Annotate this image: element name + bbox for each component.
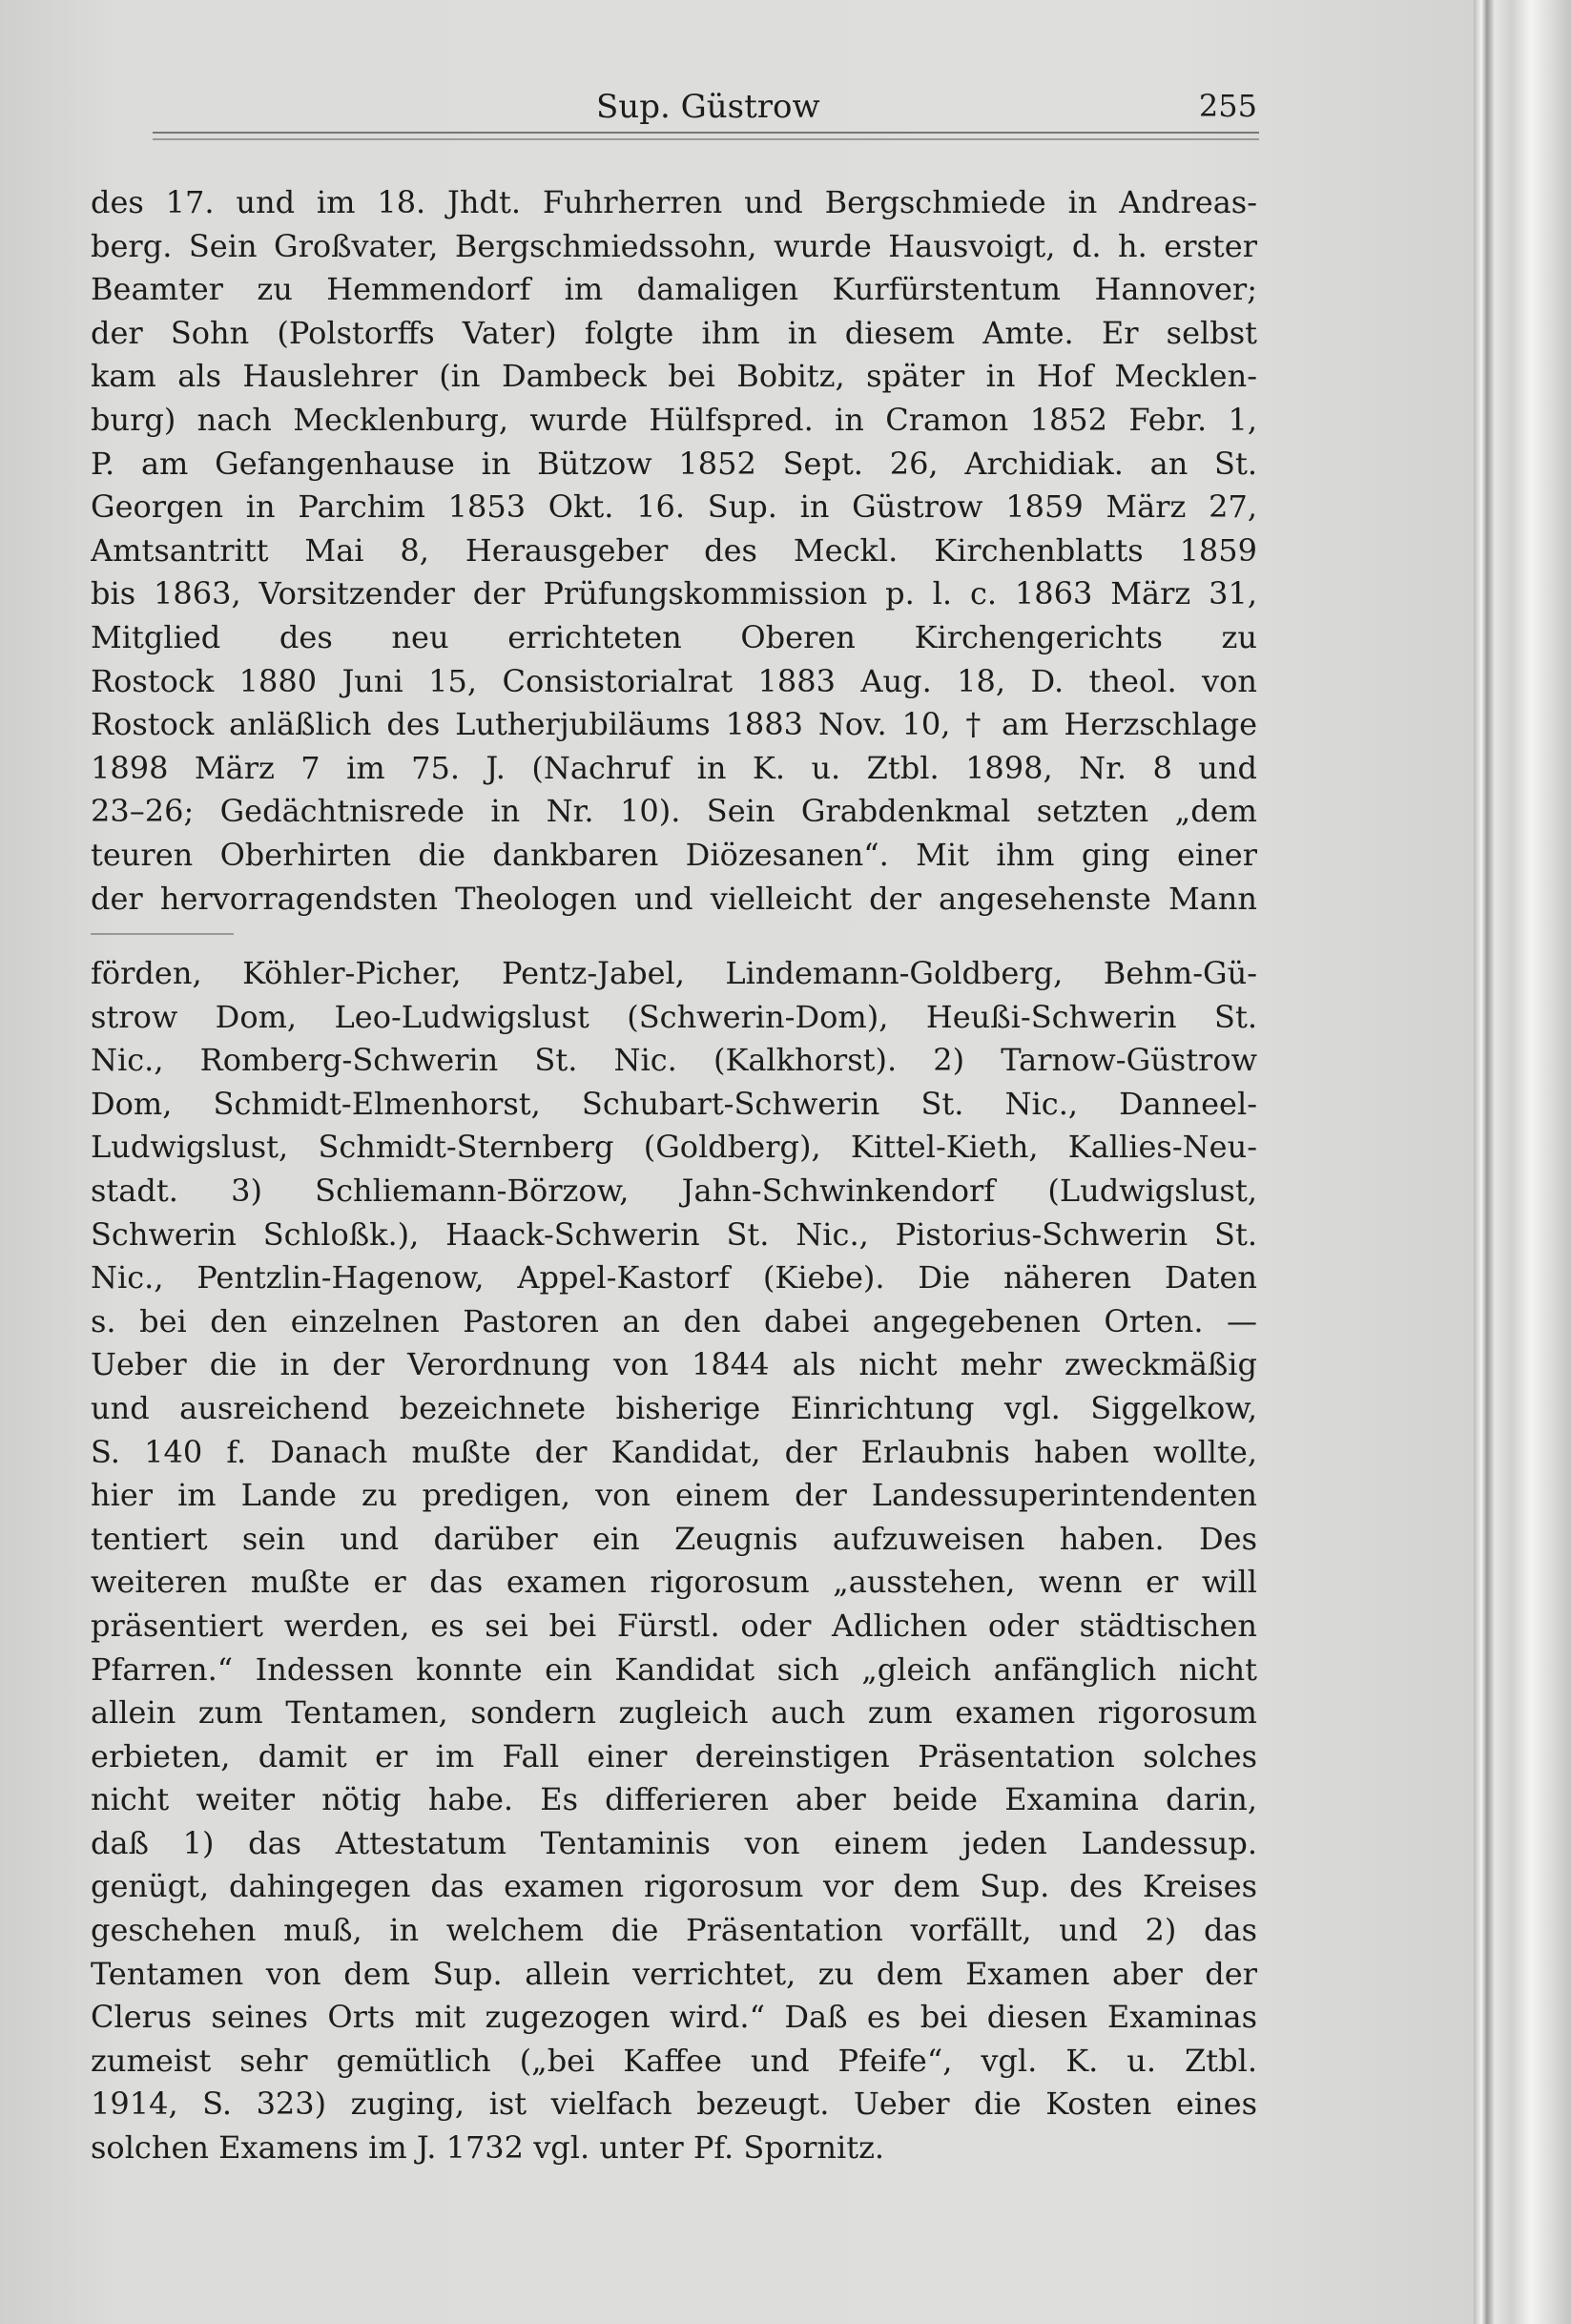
text-line: teuren Oberhirten die dankbaren Diözesanen“. Mit ihm ging einer bbox=[91, 836, 1257, 873]
text-line: der Sohn (Polstorffs Vater) folgte ihm in diesem Amte. Er selbst bbox=[91, 314, 1257, 351]
header-rule bbox=[153, 132, 1259, 140]
text-line: 1898 März 7 im 75. J. (Nachruf in K. u. Ztbl. 1898, Nr. 8 und bbox=[91, 749, 1257, 786]
text-line: bis 1863, Vorsitzender der Prüfungskommission p. l. c. 1863 März 31, bbox=[91, 575, 1257, 612]
text-line: geschehen muß, in welchem die Präsentation vorfällt, und 2) das bbox=[91, 1912, 1257, 1949]
text-line: tentiert sein und darüber ein Zeugnis aufzuweisen haben. Des bbox=[91, 1520, 1257, 1557]
text-line: der hervorragendsten Theologen und vielleicht der angesehenste Mann bbox=[91, 880, 1257, 917]
text-line: Nic., Pentzlin-Hagenow, Appel-Kastorf (Kiebe). Die näheren Daten bbox=[91, 1259, 1257, 1297]
text-line: P. am Gefangenhause in Bützow 1852 Sept. 26, Archidiak. an St. bbox=[91, 445, 1257, 482]
text-line: nicht weiter nötig habe. Es differieren aber beide Examina darin, bbox=[91, 1781, 1257, 1818]
text-line: Rostock anläßlich des Lutherjubiläums 1883 Nov. 10, † am Herzschlage bbox=[91, 706, 1257, 743]
text-line: S. 140 f. Danach mußte der Kandidat, der Erlaubnis haben wollte, bbox=[91, 1433, 1257, 1470]
text-line: strow Dom, Leo-Ludwigslust (Schwerin-Dom), Heußi-Schwerin St. bbox=[91, 998, 1257, 1035]
text-line: und ausreichend bezeichnete bisherige Einrichtung vgl. Siggelkow, bbox=[91, 1389, 1257, 1426]
text-line: präsentiert werden, es sei bei Fürstl. oder Adlichen oder städtischen bbox=[91, 1607, 1257, 1644]
text-line: weiteren mußte er das examen rigorosum „ausstehen, wenn er will bbox=[91, 1564, 1257, 1601]
text-line: 1914, S. 323) zuging, ist vielfach bezeugt. Ueber die Kosten eines bbox=[91, 2085, 1257, 2123]
text-line: s. bei den einzelnen Pastoren an den dabei angegebenen Orten. — bbox=[91, 1302, 1257, 1339]
text-line: allein zum Tentamen, sondern zugleich auch zum examen rigorosum bbox=[91, 1694, 1257, 1732]
text-line: solchen Examens im J. 1732 vgl. unter Pf. Spornitz. bbox=[91, 2129, 885, 2167]
page-number: 255 bbox=[1198, 88, 1257, 124]
text-line: zumeist sehr gemütlich („bei Kaffee und Pfeife“, vgl. K. u. Ztbl. bbox=[91, 2042, 1257, 2079]
text-line: Amtsantritt Mai 8, Herausgeber des Meckl. Kirchenblatts 1859 bbox=[91, 531, 1257, 569]
text-line: Pfarren.“ Indessen konnte ein Kandidat sich „gleich anfänglich nicht bbox=[91, 1650, 1257, 1688]
page-header bbox=[91, 88, 1257, 135]
text-line: berg. Sein Großvater, Bergschmiedssohn, wurde Hausvoigt, d. h. erster bbox=[91, 227, 1257, 264]
main-text bbox=[91, 181, 1257, 921]
text-line: Ueber die in der Verordnung von 1844 als nicht mehr zweckmäßig bbox=[91, 1346, 1257, 1383]
footnote-text bbox=[91, 952, 1257, 2170]
text-line: Nic., Romberg-Schwerin St. Nic. (Kalkhorst). 2) Tarnow-Güstrow bbox=[91, 1042, 1257, 1079]
book-edge bbox=[1474, 0, 1571, 2324]
text-line: Ludwigslust, Schmidt-Sternberg (Goldberg), Kittel-Kieth, Kallies-Neu- bbox=[91, 1129, 1257, 1166]
text-line: burg) nach Mecklenburg, wurde Hülfspred. in Cramon 1852 Febr. 1, bbox=[91, 401, 1257, 438]
text-line: Clerus seines Orts mit zugezogen wird.“ Daß es bei diesen Examinas bbox=[91, 1999, 1257, 2036]
text-line: Dom, Schmidt-Elmenhorst, Schubart-Schwerin St. Nic., Danneel- bbox=[91, 1085, 1257, 1122]
text-line: Mitglied des neu errichteten Oberen Kirchengerichts zu bbox=[91, 618, 1257, 655]
text-line: Tentamen von dem Sup. allein verrichtet, zu dem Examen aber der bbox=[91, 1955, 1257, 1992]
text-line: erbieten, damit er im Fall einer dereinstigen Präsentation solches bbox=[91, 1737, 1257, 1774]
text-line: genügt, dahingegen das examen rigorosum vor dem Sup. des Kreises bbox=[91, 1868, 1257, 1905]
text-line: 23–26; Gedächtnisrede in Nr. 10). Sein Grabdenkmal setzten „dem bbox=[91, 793, 1257, 830]
text-line: Beamter zu Hemmendorf im damaligen Kurfürstentum Hannover; bbox=[91, 271, 1257, 308]
footnote-separator bbox=[91, 933, 234, 935]
text-line: kam als Hauslehrer (in Dambeck bei Bobitz, später in Hof Mecklen- bbox=[91, 358, 1257, 395]
text-line: Georgen in Parchim 1853 Okt. 16. Sup. in Güstrow 1859 März 27, bbox=[91, 488, 1257, 526]
text-line: Schwerin Schloßk.), Haack-Schwerin St. Nic., Pistorius-Schwerin St. bbox=[91, 1215, 1257, 1253]
text-line: Rostock 1880 Juni 15, Consistorialrat 1883 Aug. 18, D. theol. von bbox=[91, 662, 1257, 699]
text-line: stadt. 3) Schliemann-Börzow, Jahn-Schwinkendorf (Ludwigslust, bbox=[91, 1172, 1257, 1209]
running-title: Sup. Güstrow bbox=[596, 88, 820, 126]
text-line: hier im Lande zu predigen, von einem der Landessuperintendenten bbox=[91, 1477, 1257, 1514]
text-line: des 17. und im 18. Jhdt. Fuhrherren und Bergschmiede in Andreas- bbox=[91, 184, 1257, 220]
text-line: daß 1) das Attestatum Tentaminis von einem jeden Landessup. bbox=[91, 1824, 1257, 1861]
text-line: förden, Köhler-Picher, Pentz-Jabel, Lindemann-Goldberg, Behm-Gü- bbox=[91, 955, 1257, 991]
